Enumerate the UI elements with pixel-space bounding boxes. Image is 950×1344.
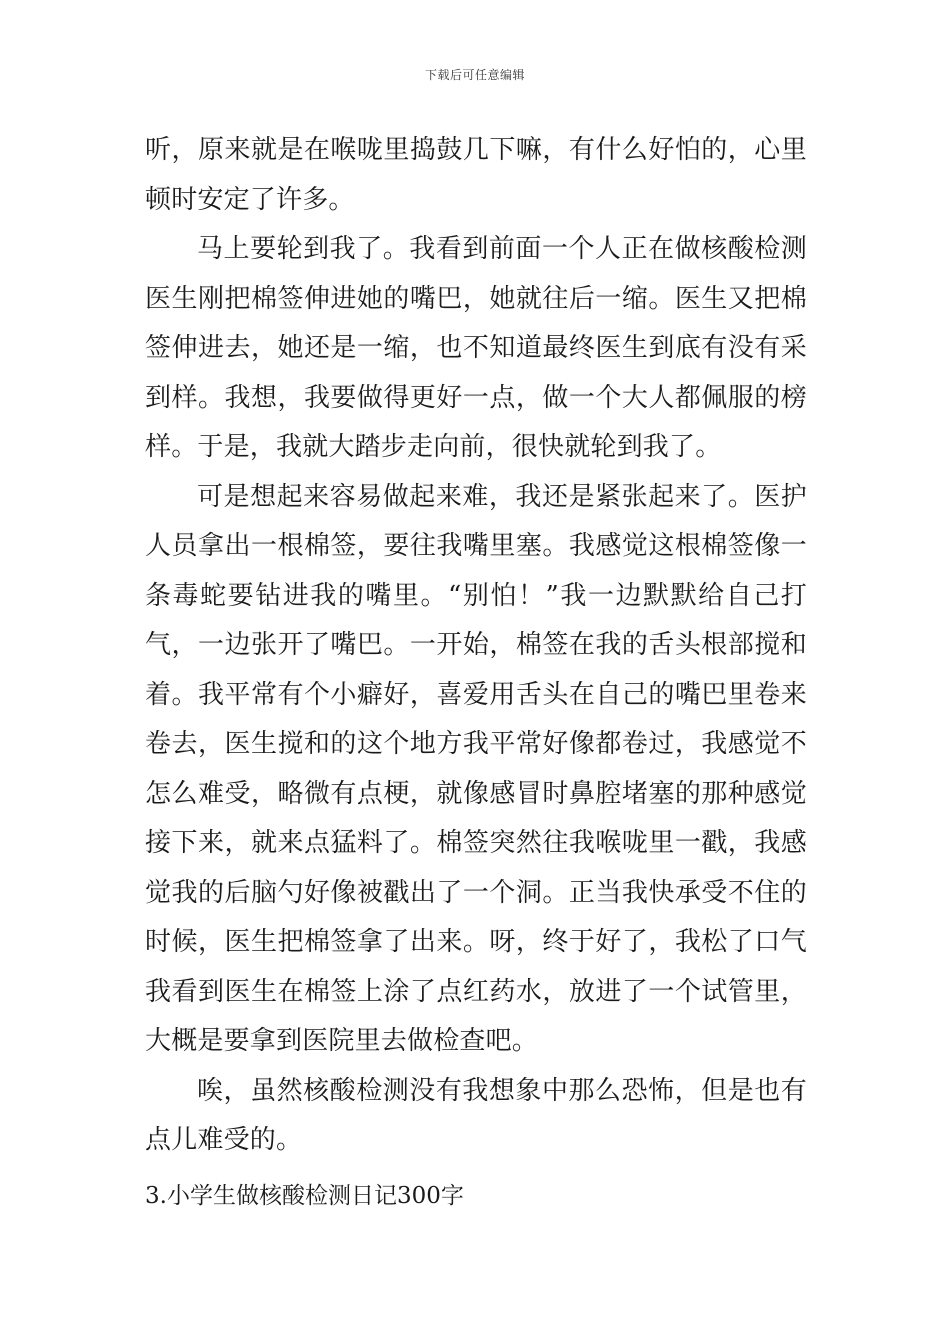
paragraph: 马上要轮到我了。我看到前面一个人正在做核酸检测医生刚把棉签伸进她的嘴巴，她就往后一缩。医生又把棉签伸进去，她还是一缩，也不知道最终医生到底有没有采到样。我想，我要做得更好一点，做一个大人都佩服的榜样。于是，我就大踏步走向前，很快就轮到我了。 [145, 234, 807, 462]
section-heading: 3.小学生做核酸检测日记300字 [145, 1183, 464, 1209]
paragraph-continuation: 听，原来就是在喉咙里捣鼓几下嘛，有什么好怕的，心里顿时安定了许多。 [145, 135, 807, 215]
paragraph: 唉，虽然核酸检测没有我想象中那么恐怖，但是也有点儿难受的。 [145, 1075, 807, 1155]
paragraph: 可是想起来容易做起来难，我还是紧张起来了。医护人员拿出一根棉签，要往我嘴里塞。我感觉这根棉签像一条毒蛇要钻进我的嘴里。“别怕！”我一边默默给自己打气，一边张开了嘴巴。一开始，棉签在我的舌头根部搅和着。我平常有个小癖好，喜爱用舌头在自己的嘴巴里卷来卷去，医生搅和的这个地方我平常好像都卷过，我感觉不怎么难受，略微有点梗，就像感冒时鼻腔堵塞的那种感觉接下来，就来点猛料了。棉签突然往我喉咙里一戳，我感觉我的后脑勺好像被戳出了一个洞。正当我快承受不住的时候，医生把棉签拿了出来。呀，终于好了，我松了口气我看到医生在棉签上涂了点红药水，放进了一个试管里，大概是要拿到医院里去做检查吧。 [145, 481, 807, 1056]
article-body [145, 126, 807, 1166]
page-header: 下载后可任意编辑 [424, 68, 525, 82]
